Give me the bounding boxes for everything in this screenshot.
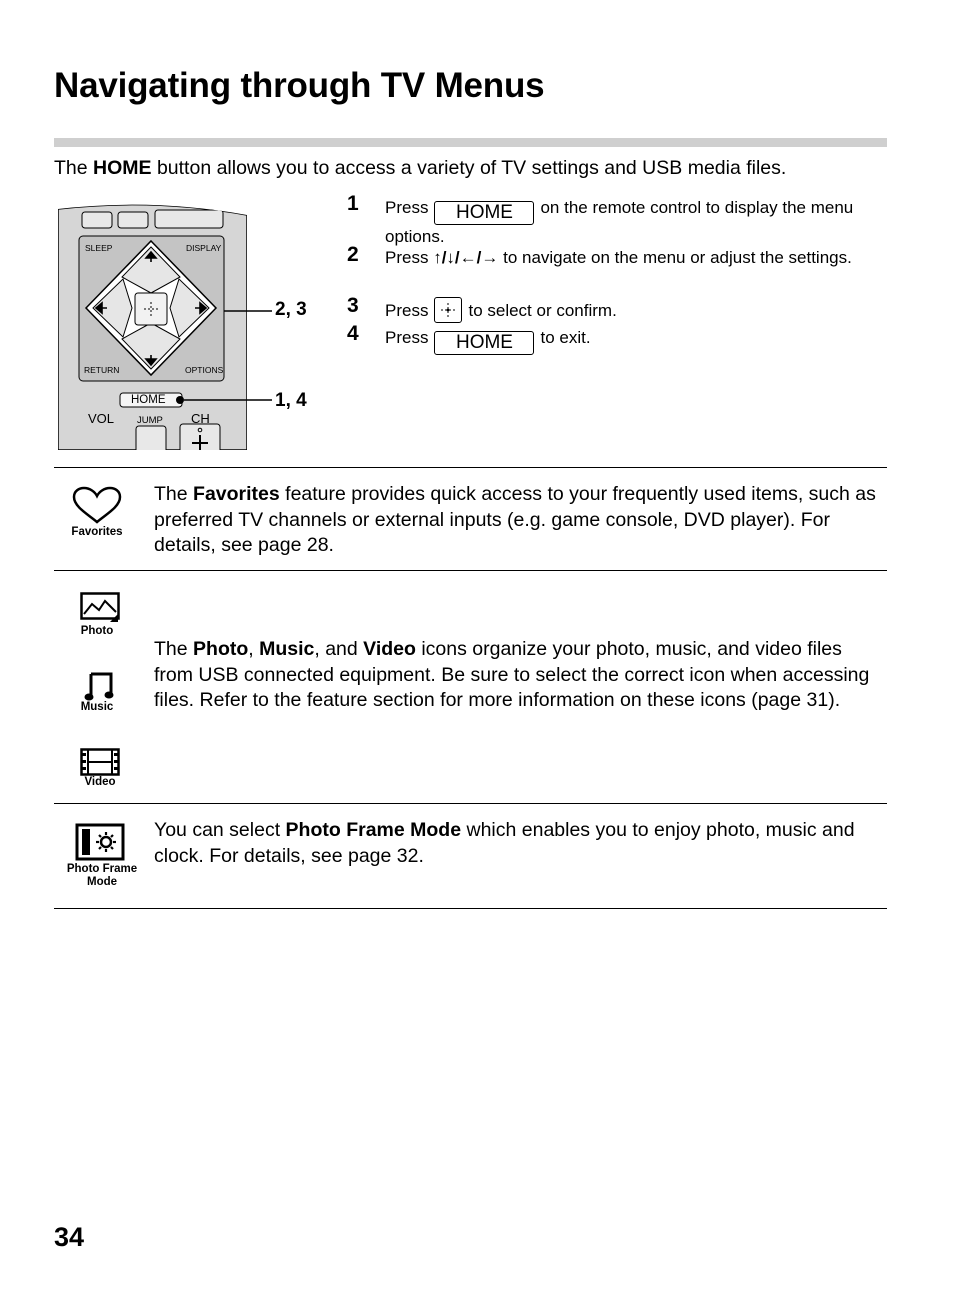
photo-frame-bold: Photo Frame Mode	[285, 819, 462, 841]
remote-home-button-label: HOME	[131, 394, 166, 406]
media-text-4: icons organize your photo, music, and video files from USB connected equipment. Be sure to select the correct icon when accessing files. Refer to the feature section for more information on these icons (page 31).	[154, 638, 870, 711]
photo-frame-text-1: You can select	[154, 819, 286, 841]
remote-options-label: OPTIONS	[185, 365, 224, 375]
step-3-rest: to select or confirm.	[468, 301, 617, 320]
media-description	[154, 637, 882, 714]
media-music-bold: Music	[259, 638, 315, 660]
favorites-icon-label: Favorites	[71, 526, 123, 538]
photo-frame-mode-icon	[75, 823, 125, 861]
step-3-text	[385, 297, 865, 323]
divider-1	[54, 467, 887, 468]
music-icon	[84, 670, 114, 702]
remote-vol-label: VOL	[88, 411, 115, 426]
photo-icon-label: Photo	[80, 625, 114, 637]
step-1-number: 1	[347, 192, 359, 215]
remote-return-label: RETURN	[84, 365, 120, 375]
home-key-icon: HOME	[434, 201, 534, 225]
arrow-keys-icon: ↑/↓/←/→	[433, 248, 499, 267]
photo-frame-mode-icon-label	[57, 863, 147, 889]
intro-text-before: The	[54, 157, 94, 179]
step-1-rest: on the remote control to display the menu options.	[385, 198, 854, 246]
title-divider	[54, 138, 887, 147]
remote-jump-label: JUMP	[137, 415, 163, 426]
step-2-number: 2	[347, 243, 359, 266]
enter-key-icon	[434, 297, 462, 323]
callout-steps-1-4: 1, 4	[275, 390, 307, 411]
intro-home-bold: HOME	[93, 157, 152, 179]
remote-sleep-label: SLEEP	[85, 243, 113, 253]
favorites-text-2: feature provides quick access to your frequently used items, such as preferred TV channels or external inputs (e.g. game console, DVD player). For details, see page 28.	[154, 483, 876, 556]
home-key-icon: HOME	[434, 331, 534, 355]
page-title: Navigating through TV Menus	[54, 66, 545, 105]
photo-icon	[80, 592, 120, 624]
favorites-bold: Favorites	[193, 483, 280, 505]
media-text-2: ,	[248, 638, 260, 660]
remote-ch-label: CH	[191, 411, 210, 426]
favorites-icon	[71, 486, 123, 524]
intro-text	[54, 157, 786, 180]
step-3-press: Press	[385, 301, 429, 320]
intro-text-after: button allows you to access a variety of TV settings and USB media files.	[151, 157, 787, 179]
step-4-text	[385, 326, 865, 355]
media-photo-bold: Photo	[193, 638, 249, 660]
remote-display-label: DISPLAY	[186, 243, 222, 253]
photo-frame-description	[154, 818, 882, 869]
photo-frame-label-line-2: Mode	[86, 876, 118, 888]
step-2-press: Press	[385, 248, 429, 267]
favorites-text-1: The	[154, 483, 194, 505]
divider-2	[54, 570, 887, 571]
step-2-text	[385, 246, 865, 269]
divider-4	[54, 908, 887, 909]
media-text-3: , and	[314, 638, 364, 660]
page-number: 34	[54, 1222, 85, 1252]
step-4-rest: to exit.	[540, 328, 591, 347]
music-icon-label: Music	[80, 701, 114, 713]
step-3-number: 3	[347, 294, 359, 317]
divider-3	[54, 803, 887, 804]
step-2-rest: to navigate on the menu or adjust the settings.	[498, 248, 852, 267]
step-4-number: 4	[347, 322, 359, 345]
favorites-description	[154, 482, 882, 559]
callout-steps-2-3: 2, 3	[275, 299, 307, 320]
video-icon-label: Video	[84, 776, 116, 788]
media-text-1: The	[154, 638, 194, 660]
media-video-bold: Video	[363, 638, 416, 660]
step-1-press: Press	[385, 198, 429, 217]
video-icon	[80, 748, 120, 776]
step-4-press: Press	[385, 328, 429, 347]
step-1-text	[385, 196, 865, 248]
photo-frame-label-line-1: Photo Frame	[66, 863, 138, 875]
photo-frame-text-2: which enables you to enjoy photo, music and clock. For details, see page 32.	[154, 819, 855, 867]
